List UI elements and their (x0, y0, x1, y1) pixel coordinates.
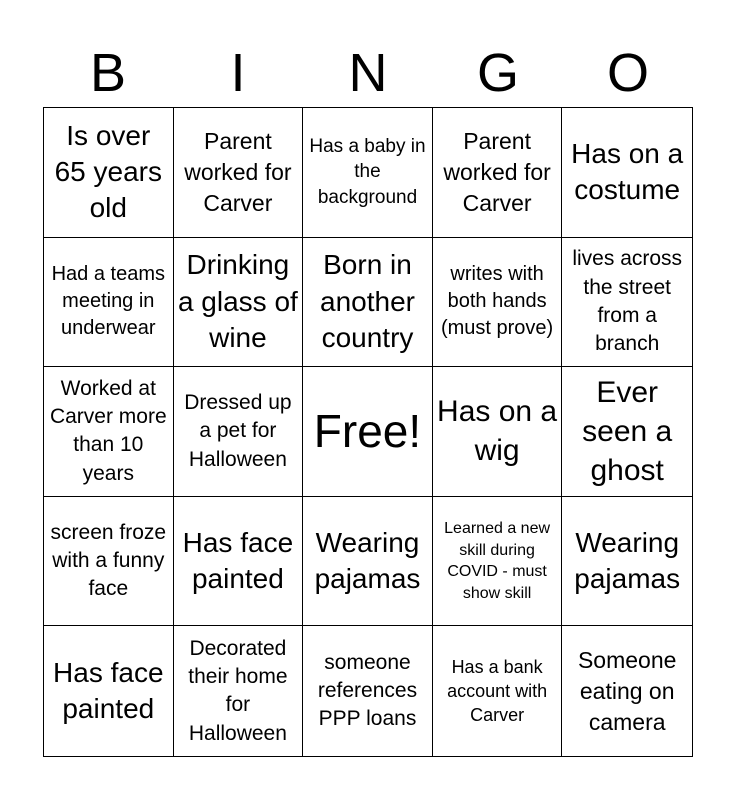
bingo-cell-text: screen froze with a funny face (50, 520, 167, 601)
bingo-cell-text: writes with both hands (must prove) (440, 263, 554, 340)
bingo-cell-text: Has face painted (53, 656, 164, 725)
bingo-cell-r1-c4[interactable] (433, 108, 563, 238)
bingo-cell-r5-c5[interactable] (562, 626, 692, 756)
bingo-cell-r4-c1[interactable] (44, 497, 174, 627)
bingo-cell-r4-c4[interactable] (433, 497, 563, 627)
bingo-cell-r1-c1[interactable] (44, 108, 174, 238)
bingo-cell-text: Parent worked for Carver (443, 127, 551, 216)
bingo-cell-r2-c5[interactable] (562, 238, 692, 368)
bingo-cell-text: Has a bank account with Carver (447, 656, 548, 726)
bingo-cell-text: Wearing pajamas (574, 526, 681, 595)
bingo-header (43, 40, 693, 106)
bingo-cell-text: Free! (313, 404, 422, 457)
bingo-cell-text: Had a teams meeting in underwear (51, 263, 165, 340)
bingo-cell-text: lives across the street from a branch (572, 247, 683, 356)
bingo-cell-text: Born in another country (320, 249, 415, 354)
bingo-cell-text: Is over 65 years old (54, 119, 162, 224)
header-letter-n: N (348, 43, 388, 103)
bingo-cell-r5-c4[interactable] (433, 626, 563, 756)
bingo-cell-r3-c1[interactable] (44, 367, 174, 497)
bingo-cell-r1-c3[interactable] (303, 108, 433, 238)
bingo-cell-text: Someone eating on camera (577, 646, 677, 735)
bingo-cell-r4-c5[interactable] (562, 497, 692, 627)
bingo-cell-text: Has on a wig (437, 395, 558, 468)
bingo-cell-r2-c3[interactable] (303, 238, 433, 368)
bingo-cell-text: Has on a costume (571, 137, 684, 206)
bingo-cell-text: Parent worked for Carver (184, 127, 292, 216)
bingo-cell-r3-c5[interactable] (562, 367, 692, 497)
bingo-cell-text: Has face painted (182, 526, 294, 595)
bingo-cell-r5-c2[interactable] (174, 626, 304, 756)
header-letter-o: O (606, 43, 649, 103)
header-letter-i: I (230, 43, 246, 103)
bingo-cell-text: Ever seen a ghost (582, 375, 673, 487)
bingo-cell-r4-c2[interactable] (174, 497, 304, 627)
bingo-cell-r1-c5[interactable] (562, 108, 692, 238)
bingo-cell-text: Drinking a glass of wine (177, 249, 298, 354)
bingo-cell-text: Decorated their home for Halloween (188, 636, 288, 745)
bingo-cell-r2-c4[interactable] (433, 238, 563, 368)
bingo-cell-text: Dressed up a pet for Halloween (184, 390, 292, 471)
bingo-card (43, 107, 693, 757)
bingo-cell-text: Has a baby in the background (309, 135, 426, 209)
header-letter-b: B (89, 43, 127, 103)
bingo-cell-r3-c2[interactable] (174, 367, 304, 497)
bingo-cell-r2-c2[interactable] (174, 238, 304, 368)
bingo-cell-text: Learned a new skill during COVID - must show skill (444, 519, 551, 602)
header-letter-g: G (476, 43, 519, 103)
bingo-cell-r4-c3[interactable] (303, 497, 433, 627)
bingo-cell-text: Worked at Carver more than 10 years (49, 376, 167, 485)
bingo-cell-text: Wearing pajamas (314, 526, 421, 595)
bingo-cell-text: someone references PPP loans (317, 650, 418, 731)
bingo-cell-r5-c3[interactable] (303, 626, 433, 756)
bingo-cell-r3-c4[interactable] (433, 367, 563, 497)
bingo-cell-r5-c1[interactable] (44, 626, 174, 756)
bingo-cell-r1-c2[interactable] (174, 108, 304, 238)
bingo-cell-r2-c1[interactable] (44, 238, 174, 368)
bingo-cell-r3-c3[interactable] (303, 367, 433, 497)
